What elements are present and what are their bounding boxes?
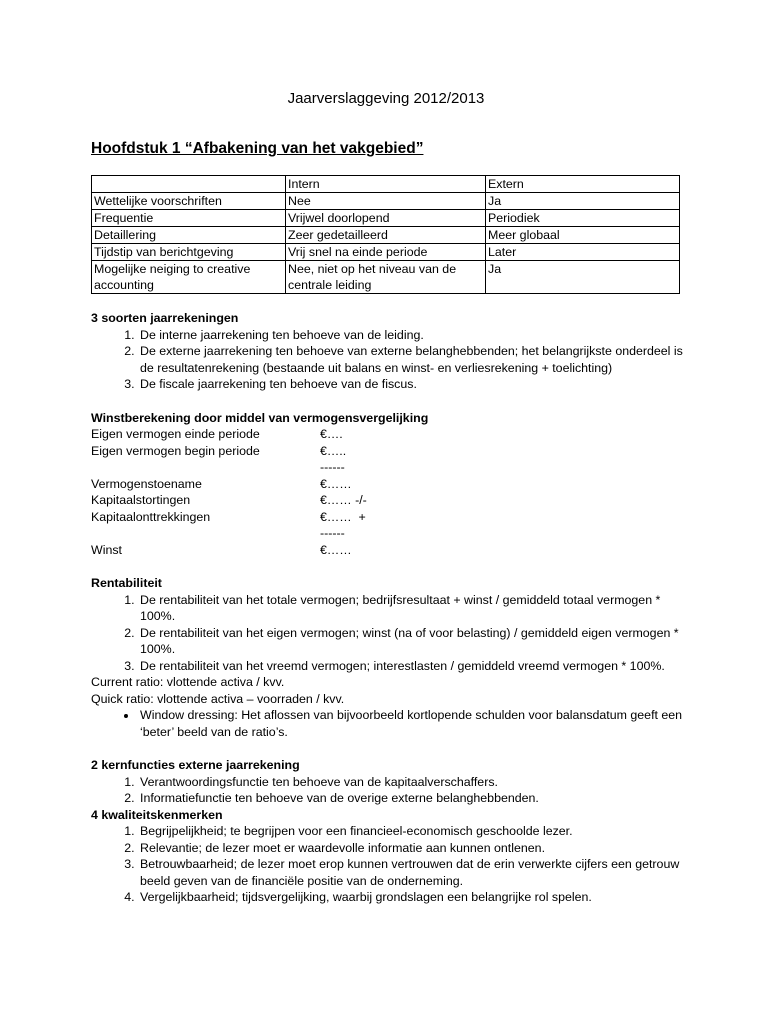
current-ratio-text: Current ratio: vlottende activa / kvv. xyxy=(91,675,285,689)
list-item: 4. Vergelijkbaarheid; tijdsvergelijking, waarbij grondslagen een belangrijke rol spelen. xyxy=(138,889,691,906)
calc-line xyxy=(91,542,691,559)
table-cell: Tijdstip van berichtgeving xyxy=(92,244,286,261)
table-row xyxy=(92,227,680,244)
calc-value: €…… xyxy=(320,542,352,557)
numbered-list xyxy=(91,823,691,906)
table-cell: Frequentie xyxy=(92,210,286,227)
table-cell: Nee xyxy=(286,193,486,210)
list-item: 1. De interne jaarrekening ten behoeve van de leiding. xyxy=(138,327,691,344)
calc-label: Kapitaalstortingen xyxy=(91,493,191,507)
section-heading: Winstberekening door middel van vermogensvergelijking xyxy=(91,410,429,425)
list-item: 3. Betrouwbaarheid; de lezer moet erop kunnen vertrouwen dat de erin verwerkte cijfers een getrouw beeld geven van de financiële positie van de onderneming. xyxy=(138,856,691,889)
bullet-list xyxy=(91,707,691,740)
section-heading: Rentabiliteit xyxy=(91,576,162,590)
table-cell: Ja xyxy=(486,193,680,210)
calc-value: €….. xyxy=(320,443,347,458)
calc-label: Kapitaalonttrekkingen xyxy=(91,509,211,524)
calc-separator: ------ xyxy=(320,526,345,540)
calc-label: Vermogenstoename xyxy=(91,476,202,491)
table-cell: Later xyxy=(486,244,680,261)
calc-value: €…… + xyxy=(320,509,366,524)
table-header-cell: Extern xyxy=(486,176,680,193)
table-cell: Vrij snel na einde periode xyxy=(286,244,486,261)
list-item: 1. De rentabiliteit van het totale vermogen; bedrijfsresultaat + winst / gemiddeld totaal vermogen * 100%. xyxy=(138,592,691,625)
calc-label: Eigen vermogen begin periode xyxy=(91,443,260,458)
list-item: 2. De rentabiliteit van het eigen vermogen; winst (na of voor belasting) / gemiddeld eigen vermogen * 100%. xyxy=(138,625,691,658)
table-cell: Meer globaal xyxy=(486,227,680,244)
section-heading: 2 kernfuncties externe jaarrekening xyxy=(91,758,300,772)
list-item: 1. Begrijpelijkheid; te begrijpen voor een financieel-economisch geschoolde lezer. xyxy=(138,823,691,840)
calc-label: Winst xyxy=(91,542,122,557)
calc-line xyxy=(91,492,691,509)
calc-line xyxy=(91,509,691,526)
chapter-title: Hoofdstuk 1 “Afbakening van het vakgebied” xyxy=(91,140,424,157)
document-body xyxy=(91,310,691,906)
section-heading: 3 soorten jaarrekeningen xyxy=(91,311,239,325)
calc-separator: ------ xyxy=(320,460,345,474)
table-cell: Mogelijke neiging to creative accounting xyxy=(92,261,286,294)
table-cell: Periodiek xyxy=(486,210,680,227)
calc-line xyxy=(91,476,691,493)
table-cell: Nee, niet op het niveau van de centrale leiding xyxy=(286,261,486,294)
list-item: 1. Verantwoordingsfunctie ten behoeve van de kapitaalverschaffers. xyxy=(138,774,691,791)
numbered-list xyxy=(91,592,691,675)
section-heading: 4 kwaliteitskenmerken xyxy=(91,807,223,822)
table-cell: Ja xyxy=(486,261,680,294)
numbered-list xyxy=(91,774,691,807)
table-row xyxy=(92,210,680,227)
quick-ratio-text: Quick ratio: vlottende activa – voorraden / kvv. xyxy=(91,691,345,706)
list-item: 3. De fiscale jaarrekening ten behoeve van de fiscus. xyxy=(138,376,691,393)
table-header-cell: Intern xyxy=(286,176,486,193)
calc-value: €…… xyxy=(320,476,352,491)
comparison-table xyxy=(91,175,680,294)
numbered-list xyxy=(91,327,691,393)
list-item: 3. De rentabiliteit van het vreemd vermogen; interestlasten / gemiddeld vreemd vermogen * 100%. xyxy=(138,658,691,675)
calc-line xyxy=(91,525,691,542)
calc-value: €…… -/- xyxy=(320,493,367,507)
table-header-cell xyxy=(92,176,286,193)
calc-line xyxy=(91,443,691,460)
calc-value: €…. xyxy=(320,427,343,441)
calc-label: Eigen vermogen einde periode xyxy=(91,427,260,441)
table-row xyxy=(92,193,680,210)
table-cell: Zeer gedetailleerd xyxy=(286,227,486,244)
calc-line xyxy=(91,459,691,476)
calc-line xyxy=(91,426,691,443)
table-cell: Wettelijke voorschriften xyxy=(92,193,286,210)
table-cell: Vrijwel doorlopend xyxy=(286,210,486,227)
list-item: 2. De externe jaarrekening ten behoeve van externe belanghebbenden; het belangrijkste onderdeel is de resultatenrekening (bestaande uit balans en winst- en verliesrekening + toelichting) xyxy=(138,343,691,376)
list-item: • Window dressing: Het aflossen van bijvoorbeeld kortlopende schulden voor balansdatum geeft een ‘beter’ beeld van de ratio’s. xyxy=(138,707,691,740)
list-item: 2. Relevantie; de lezer moet er waardevolle informatie aan kunnen ontlenen. xyxy=(138,840,691,857)
table-row xyxy=(92,261,680,294)
list-item: 2. Informatiefunctie ten behoeve van de overige externe belanghebbenden. xyxy=(138,790,691,807)
table-row xyxy=(92,244,680,261)
document-title: Jaarverslaggeving 2012/2013 xyxy=(287,90,485,107)
table-header-row xyxy=(92,176,680,193)
table-cell: Detaillering xyxy=(92,227,286,244)
